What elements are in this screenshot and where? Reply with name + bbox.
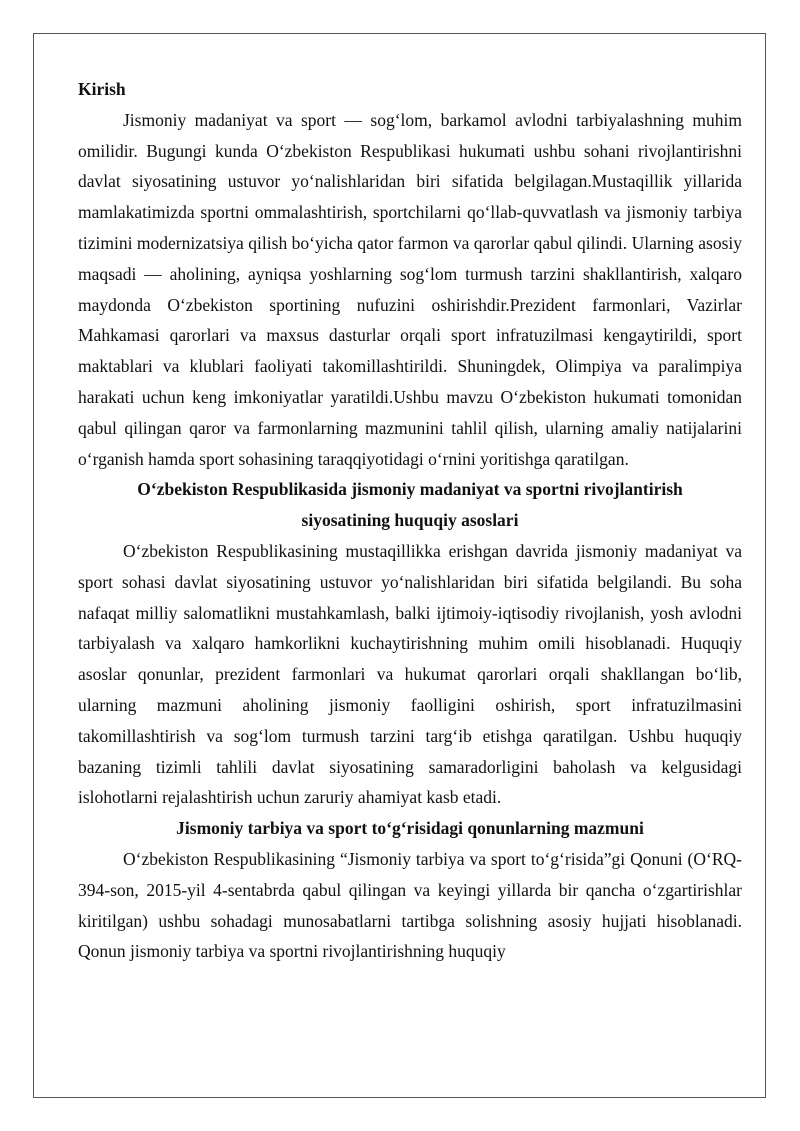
laws-heading: Jismoniy tarbiya va sport to‘g‘risidagi qonunlarning mazmuni [176,818,644,839]
legal-basis-paragraph: O‘zbekiston Respublikasining mustaqillikka erishgan davrida jismoniy madaniyat va sport sohasi davlat siyosatining ustuvor yo‘nalishlaridan biri sifatida belgilandi. Bu soha nafaqat milliy salomatlikni mustahkamlash, balki ijtimoiy-iqtisodiy rivojlanish, yosh avlodni tarbiyalash va xalqaro hamkorlikni kuchaytirishning muhim omili hisoblanadi. Huquqiy asoslar qonunlar, prezident farmonlari va hukumat qarorlari orqali shakllangan bo‘lib, ularning mazmuni aholining jismoniy faolligini oshirish, sport infratuzilmasini takomillashtirish va sog‘lom turmush tarzini targ‘ib etishga qaratilgan. Ushbu huquqiy bazaning tizimli tahlili davlat siyosatining samaradorligini baholash va kelgusidagi islohotlarni rejalashtirish uchun zaruriy ahamiyat kasb etadi. [78,540,742,808]
laws-paragraph: O‘zbekiston Respublikasining “Jismoniy tarbiya va sport to‘g‘risida”gi Qonuni (O‘RQ-394-son, 2015-yil 4-sentabrda qabul qilingan va keyingi yillarda bir qancha o‘zgartirishlar kiritilgan) ushbu sohadagi munosabatlarni tartibga solishning asosiy hujjati hisoblanadi. Qonun jismoniy tarbiya va sportni rivojlantirishning huquqiy [78,848,742,962]
intro-heading: Kirish [78,79,126,99]
intro-paragraph: Jismoniy madaniyat va sport — sog‘lom, barkamol avlodni tarbiyalashning muhim omilidir. Bugungi kunda O‘zbekiston Respublikasi hukumati ushbu sohani rivojlantirishni davlat siyosatining ustuvor yo‘nalishlaridan biri sifatida belgilagan.Mustaqillik yillarida mamlakatimizda sportni ommalashtirish, sportchilarni qo‘llab-quvvatlash va jismoniy tarbiya tizimini modernizatsiya qilish bo‘yicha qator farmon va qarorlar qabul qilindi. Ularning asosiy maqsadi — aholining, ayniqsa yoshlarning sog‘lom turmush tarzini shakllantirish, xalqaro maydonda O‘zbekiston sportining nufuzini oshirishdir.Prezident farmonlari, Vazirlar Mahkamasi qarorlari va maxsus dasturlar orqali sport infratuzilmasi kengaytirildi, sport maktablari va klublari faoliyati takomillashtirildi. Shuningdek, Olimpiya va paralimpiya harakati uchun keng imkoniyatlar yaratildi.Ushbu mavzu O‘zbekiston hukumati tomonidan qabul qilingan qaror va farmonlarning mazmunini tahlil qilish, ularning amaliy natijalarini o‘rganish hamda sport sohasining taraqqiyotidagi o‘rnini yoritishga qaratilgan. [78,109,742,469]
document-body [78,74,742,967]
legal-basis-heading: O‘zbekiston Respublikasida jismoniy madaniyat va sportni rivojlantirish siyosatining huquqiy asoslari [137,479,683,531]
